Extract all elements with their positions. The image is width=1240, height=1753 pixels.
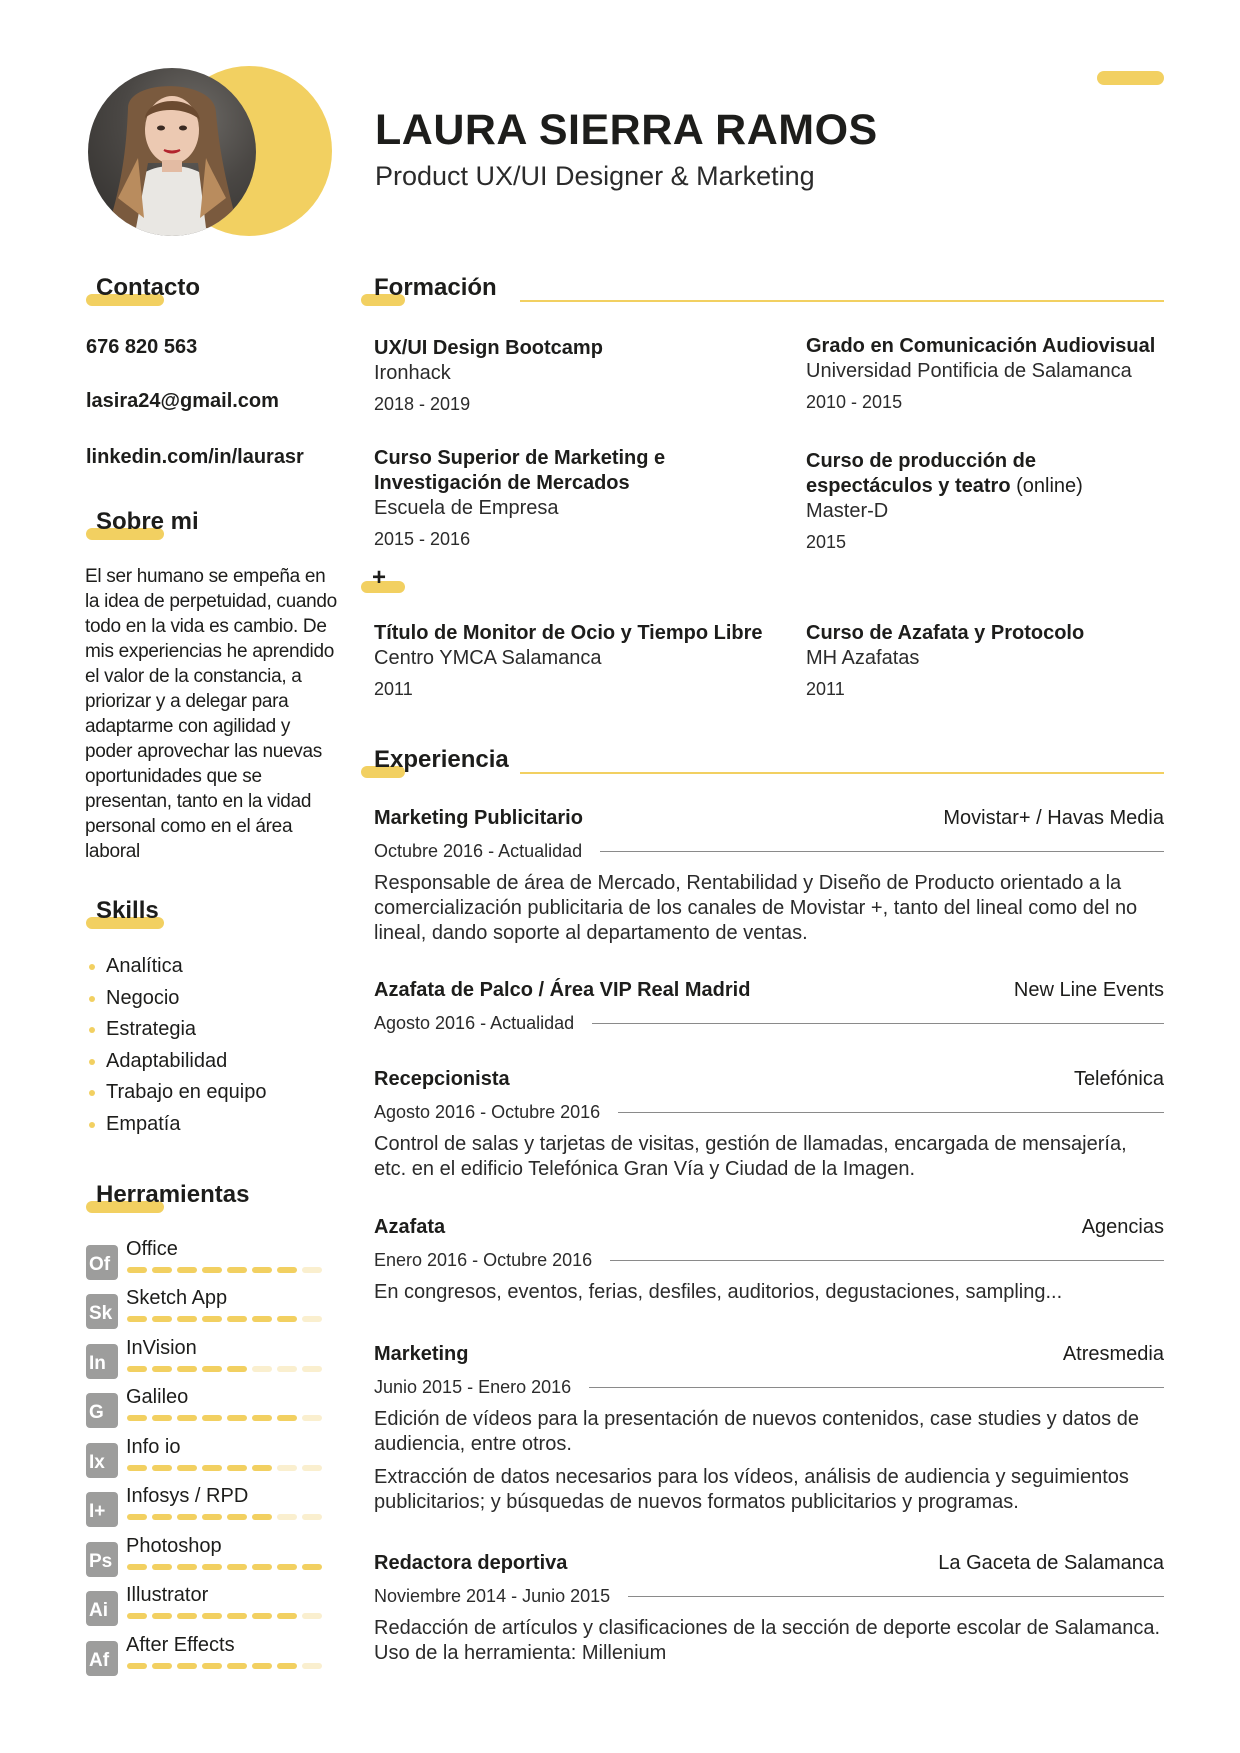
rating-dash-filled [127,1316,147,1322]
job-title: Azafata [374,1216,446,1238]
skill-item: Estrategia [86,1018,267,1050]
skills-list [86,955,267,1144]
job-description: Edición de vídeos para la presentación de nuevos contenidos, case studies y datos de audiencia, entre otros. [374,1408,1139,1455]
education-institution: Ironhack [374,362,451,384]
tool-badge-icon: Ix [86,1443,118,1478]
job-title: Azafata de Palco / Área VIP Real Madrid [374,979,751,1001]
rating-dash-filled [202,1267,222,1273]
skill-item: Empatía [86,1113,267,1145]
profile-photo-group [88,66,332,238]
rating-dash-filled [127,1465,147,1471]
tool-name: InVision [126,1337,197,1359]
tool-rating [127,1514,322,1520]
rating-dash-filled [177,1514,197,1520]
tool-rating [127,1564,322,1570]
education-title-line2: Investigación de Mercados [374,472,630,494]
rating-dash-filled [227,1316,247,1322]
rating-dash-filled [127,1415,147,1421]
rating-dash-filled [277,1564,297,1570]
experience-item [374,807,1164,946]
rating-dash-filled [177,1564,197,1570]
rating-dash-filled [252,1663,272,1669]
rating-dash-filled [127,1613,147,1619]
job-description: Control de salas y tarjetas de visitas, gestión de llamadas, encargada de mensajería, etc. en el edificio Telefónica Gran Vía y Ciudad de la Imagen. [374,1133,1127,1180]
contact-phone[interactable]: 676 820 563 [86,336,198,358]
job-title: Recepcionista [374,1068,510,1090]
tool-item [86,1535,331,1579]
tool-rating [127,1267,322,1273]
rating-dash-filled [127,1366,147,1372]
section-heading-contact [86,274,200,308]
education-title: UX/UI Design Bootcamp [374,337,603,359]
tool-item [86,1337,331,1381]
tool-rating [127,1366,322,1372]
experience-item [374,1216,1164,1305]
rating-dash-filled [227,1366,247,1372]
job-divider [589,1387,1164,1388]
rating-dash-filled [252,1267,272,1273]
tool-badge-icon: I+ [86,1492,118,1527]
job-divider [592,1023,1164,1024]
experience-item [374,1068,1164,1182]
rating-dash-filled [202,1663,222,1669]
education-years: 2018 - 2019 [374,394,471,414]
rating-dash-filled [202,1316,222,1322]
decorative-pill [1097,71,1164,85]
skill-item: Analítica [86,955,267,987]
tool-name: After Effects [126,1634,235,1656]
tool-badge-icon: Af [86,1641,118,1676]
rating-dash-filled [152,1564,172,1570]
rating-dash-filled [252,1465,272,1471]
rating-dash-filled [127,1267,147,1273]
tool-rating [127,1316,322,1322]
experience-item [374,979,1164,1035]
rating-dash-filled [252,1415,272,1421]
section-heading-text: Formación [374,274,497,301]
rating-dash-filled [277,1663,297,1669]
section-heading-text: Herramientas [96,1181,250,1208]
job-title: Marketing Publicitario [374,807,583,829]
job-description: Extracción de datos necesarios para los vídeos, análisis de audiencia y seguimientos publicitarios; y búsquedas de nuevos formatos publicitarios y programas. [374,1466,1129,1513]
education-title-line2 [806,474,1083,499]
rating-dash-filled [202,1564,222,1570]
section-heading-text: Experiencia [374,746,509,773]
rating-dash-filled [227,1267,247,1273]
tool-name: Info io [126,1436,181,1458]
rating-dash-filled [277,1613,297,1619]
plus-icon: + [372,564,387,591]
rating-dash-filled [227,1564,247,1570]
skill-item: Trabajo en equipo [86,1081,267,1113]
job-dates: Noviembre 2014 - Junio 2015 [374,1585,611,1606]
job-description: Redacción de artículos y clasificaciones de la sección de deporte escolar de Salamanca. Uso de la herramienta: Millenium [374,1617,1160,1664]
rating-dash-filled [177,1663,197,1669]
rating-dash-filled [202,1514,222,1520]
tool-item [86,1485,331,1529]
rating-dash-filled [252,1514,272,1520]
tool-badge-icon: G [86,1393,118,1428]
tool-name: Illustrator [126,1584,209,1606]
rating-dash-filled [302,1564,322,1570]
rating-dash-filled [152,1366,172,1372]
education-item [374,446,665,552]
rating-dash-filled [277,1415,297,1421]
education-title-line1: Curso Superior de Marketing e [374,447,666,469]
job-title: Redactora deportiva [374,1552,568,1574]
rating-dash-empty [277,1465,297,1471]
section-heading-about [86,508,199,542]
education-title-line1: Curso de producción de [806,450,1037,472]
rating-dash-filled [277,1316,297,1322]
section-heading-education [361,274,497,308]
job-divider [628,1596,1164,1597]
job-dates: Agosto 2016 - Actualidad [374,1012,575,1033]
contact-linkedin[interactable]: linkedin.com/in/laurasr [86,446,304,468]
tool-rating [127,1613,322,1619]
rating-dash-filled [202,1465,222,1471]
section-heading-experience [361,746,509,780]
education-years: 2011 [806,679,845,699]
education-years: 2010 - 2015 [806,392,903,412]
job-company: Agencias [1081,1216,1164,1238]
tool-item [86,1287,331,1331]
education-title: Curso de Azafata y Protocolo [806,622,1085,644]
tool-name: Infosys / RPD [126,1485,249,1507]
rating-dash-empty [302,1465,322,1471]
contact-email[interactable]: lasira24@gmail.com [86,390,279,412]
rating-dash-filled [252,1316,272,1322]
section-heading-text: Sobre mi [96,508,199,535]
education-years: 2011 [374,679,413,699]
education-institution: Master-D [806,500,889,522]
rating-dash-empty [302,1415,322,1421]
education-item [374,336,603,417]
rating-dash-empty [302,1267,322,1273]
tool-rating [127,1415,322,1421]
tool-item [86,1238,331,1282]
tool-badge-icon: Of [86,1245,118,1280]
rating-dash-filled [127,1514,147,1520]
profile-photo [88,68,256,236]
job-company: Telefónica [1073,1068,1164,1090]
tool-badge-icon: Ai [86,1591,118,1626]
experience-item [374,1343,1164,1515]
education-institution: Centro YMCA Salamanca [374,647,602,669]
tool-badge-icon: Sk [86,1294,118,1329]
tool-item [86,1584,331,1628]
rating-dash-filled [202,1415,222,1421]
education-item [374,621,763,702]
rating-dash-filled [227,1465,247,1471]
rating-dash-filled [152,1663,172,1669]
rating-dash-filled [177,1613,197,1619]
rating-dash-filled [252,1564,272,1570]
education-institution: Universidad Pontificia de Salamanca [806,360,1132,382]
rating-dash-filled [277,1267,297,1273]
job-divider [610,1260,1164,1261]
education-title: Título de Monitor de Ocio y Tiempo Libre [374,622,763,644]
rating-dash-filled [252,1613,272,1619]
job-company: New Line Events [1013,979,1164,1001]
education-note: (online) [1016,475,1083,497]
rating-dash-empty [302,1613,322,1619]
tool-name: Photoshop [126,1535,222,1557]
education-years: 2015 - 2016 [374,529,471,549]
education-institution: Escuela de Empresa [374,497,559,519]
skill-item: Negocio [86,987,267,1019]
rating-dash-empty [302,1316,322,1322]
rating-dash-filled [227,1415,247,1421]
tool-name: Sketch App [126,1287,228,1309]
rating-dash-filled [177,1415,197,1421]
skill-item: Adaptabilidad [86,1050,267,1082]
education-item [806,621,1084,702]
job-company: Atresmedia [1062,1343,1164,1365]
rating-dash-filled [152,1465,172,1471]
about-text: El ser humano se empeña en la idea de perpetuidad, cuando todo en la vida es cambio. De mis experiencias he aprendido el valor de la constancia, a priorizar y a delegar para adaptarme con agilidad y poder aprovechar las nuevas oportunidades que se presentan, tanto en la vidad personal como en el área laboral [85,566,337,862]
rating-dash-filled [152,1415,172,1421]
section-heading-text: Contacto [96,274,200,301]
rating-dash-filled [227,1514,247,1520]
education-title-text: espectáculos y teatro [806,475,1011,497]
full-name: LAURA SIERRA RAMOS [375,106,878,154]
rating-dash-filled [152,1514,172,1520]
job-dates: Agosto 2016 - Octubre 2016 [374,1101,601,1122]
job-dates: Enero 2016 - Octubre 2016 [374,1249,593,1270]
tool-badge-icon: Ps [86,1542,118,1577]
rating-dash-empty [302,1663,322,1669]
rating-dash-filled [152,1613,172,1619]
rating-dash-empty [277,1514,297,1520]
education-item [806,334,1155,415]
education-institution: MH Azafatas [806,647,920,669]
section-heading-skills [86,897,159,931]
rating-dash-filled [177,1316,197,1322]
education-years: 2015 [806,532,847,552]
section-heading-text: Skills [96,897,159,924]
job-description: Responsable de área de Mercado, Rentabilidad y Diseño de Producto orientado a la comercialización publicitaria de los canales de Movistar +, tanto del lineal como del no lineal, dando soporte al departamento de ventas. [374,872,1138,944]
job-divider [600,851,1164,852]
job-company: Movistar+ / Havas Media [943,807,1164,829]
tool-badge-icon: In [86,1344,118,1379]
job-dates: Junio 2015 - Enero 2016 [374,1376,572,1397]
extra-education-marker [361,566,405,594]
rating-dash-filled [152,1316,172,1322]
rating-dash-filled [177,1366,197,1372]
rating-dash-filled [127,1663,147,1669]
rating-dash-empty [277,1366,297,1372]
tool-name: Galileo [126,1386,189,1408]
section-divider [520,300,1164,302]
education-item [806,449,1083,555]
tool-item [86,1436,331,1480]
rating-dash-empty [302,1514,322,1520]
rating-dash-filled [177,1465,197,1471]
rating-dash-filled [152,1267,172,1273]
rating-dash-filled [202,1613,222,1619]
job-role: Product UX/UI Designer & Marketing [375,161,815,191]
rating-dash-empty [252,1366,272,1372]
tool-item [86,1634,331,1678]
rating-dash-filled [127,1564,147,1570]
section-divider [520,772,1164,774]
rating-dash-empty [302,1366,322,1372]
tool-name: Office [126,1238,178,1260]
job-divider [618,1112,1164,1113]
job-title: Marketing [374,1343,469,1365]
tool-rating [127,1663,322,1669]
rating-dash-filled [227,1663,247,1669]
tool-rating [127,1465,322,1471]
rating-dash-filled [202,1366,222,1372]
job-company: La Gaceta de Salamanca [938,1552,1164,1574]
job-dates: Octubre 2016 - Actualidad [374,840,583,861]
education-title: Grado en Comunicación Audiovisual [806,335,1156,357]
rating-dash-filled [177,1267,197,1273]
job-description: En congresos, eventos, ferias, desfiles, auditorios, degustaciones, sampling... [374,1281,1063,1303]
tool-item [86,1386,331,1430]
portrait-illustration [88,68,256,236]
section-heading-tools [86,1181,249,1215]
rating-dash-filled [227,1613,247,1619]
experience-item [374,1552,1164,1666]
